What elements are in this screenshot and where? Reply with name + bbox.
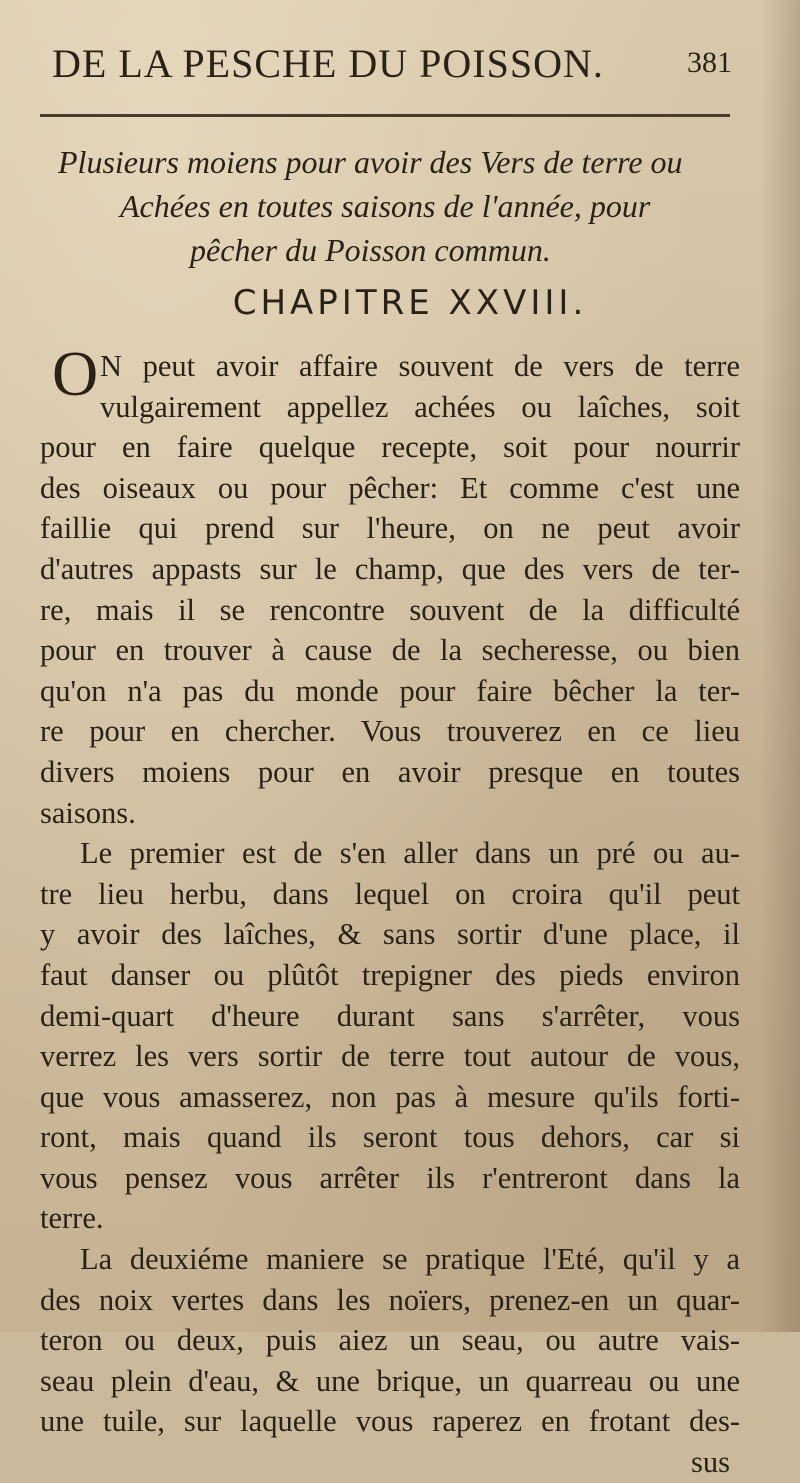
catchword: sus xyxy=(691,1445,730,1480)
text-line: ront, mais quand ils seront tous dehors, car si xyxy=(40,1120,740,1155)
text-line: divers moiens pour en avoir presque en toutes xyxy=(40,754,740,789)
page-header xyxy=(52,40,732,100)
summary-line: Achées en toutes saisons de l'année, pour xyxy=(120,188,651,224)
paragraph-1 xyxy=(40,338,740,833)
paragraph-3 xyxy=(40,1239,740,1483)
page-number: 381 xyxy=(687,46,732,79)
text-line: seau plein d'eau, & une brique, un quarreau ou une xyxy=(40,1363,740,1398)
chapter-title: CHAPITRE XXVIII. xyxy=(232,283,588,323)
header-rule xyxy=(40,114,730,117)
text-line: une tuile, sur laquelle vous raperez en frotant des- xyxy=(40,1404,740,1439)
text-line: re, mais il se rencontre souvent de la difficulté xyxy=(40,592,740,627)
text-line: pour en faire quelque recepte, soit pour nourrir xyxy=(40,430,740,465)
text-line: vous pensez vous arrêter ils r'entreront dans la xyxy=(40,1160,740,1195)
body-text xyxy=(40,338,740,1483)
text-line: des noix vertes dans les noïers, prenez-en un quar- xyxy=(40,1282,740,1317)
chapter-summary xyxy=(40,140,740,272)
page-edge-shadow xyxy=(760,0,800,1332)
text-line: pour en trouver à cause de la secheresse, ou bien xyxy=(40,633,740,668)
text-line: N peut avoir affaire souvent de vers de terre xyxy=(100,349,740,383)
text-line: qu'on n'a pas du monde pour faire bêcher la ter- xyxy=(40,673,740,708)
text-line: saisons. xyxy=(40,795,136,830)
text-line: faut danser ou plûtôt trepigner des pieds environ xyxy=(40,957,740,992)
text-line: vulgairement appellez achées ou laîches, soit xyxy=(100,389,740,424)
drop-cap: O xyxy=(52,338,99,409)
text-line: terre. xyxy=(40,1201,104,1236)
paragraph-2 xyxy=(40,833,740,1239)
text-line: des oiseaux ou pour pêcher: Et comme c'est une xyxy=(40,470,740,505)
text-line: tre lieu herbu, dans lequel on croira qu'il peut xyxy=(40,876,740,911)
text-line: Le premier est de s'en aller dans un pré ou au- xyxy=(80,836,740,871)
running-head: DE LA PESCHE DU POISSON. xyxy=(52,41,604,86)
text-line: faillie qui prend sur l'heure, on ne peut avoir xyxy=(40,511,740,546)
text-line: verrez les vers sortir de terre tout autour de vous, xyxy=(40,1039,740,1074)
text-line: re pour en chercher. Vous trouverez en ce lieu xyxy=(40,714,740,749)
text-line: d'autres appasts sur le champ, que des vers de ter- xyxy=(40,551,740,586)
text-line: teron ou deux, puis aiez un seau, ou autre vais- xyxy=(40,1323,740,1358)
text-line: La deuxiéme maniere se pratique l'Eté, qu'il y a xyxy=(80,1242,740,1277)
text-line: y avoir des laîches, & sans sortir d'une place, il xyxy=(40,917,740,952)
summary-line: pêcher du Poisson commun. xyxy=(190,232,551,268)
text-line: que vous amasserez, non pas à mesure qu'ils forti- xyxy=(40,1079,740,1114)
text-line: demi-quart d'heure durant sans s'arrêter, vous xyxy=(40,998,740,1033)
summary-line: Plusieurs moiens pour avoir des Vers de terre ou xyxy=(58,144,683,180)
